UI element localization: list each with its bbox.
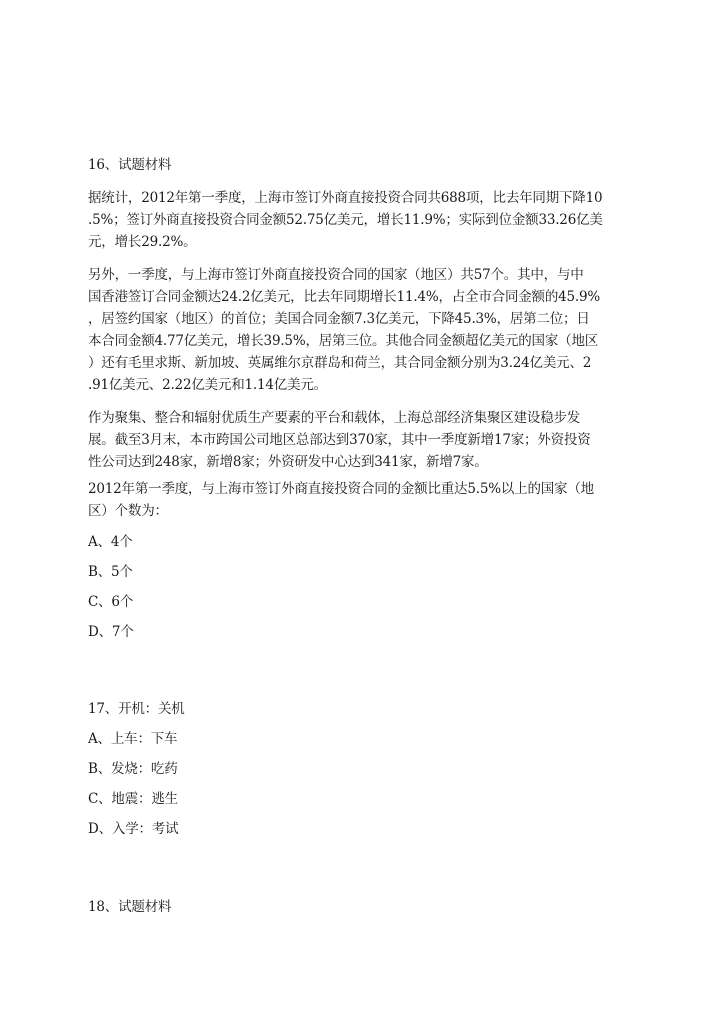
q17-option-a: A、上车：下车 [88,731,178,747]
q16-para2-line5: ）还有毛里求斯、新加坡、英属维尔京群岛和荷兰，其合同金额分别为3.24亿美元、2 [88,355,592,371]
q16-para2-line6: .91亿美元、2.22亿美元和1.14亿美元。 [88,377,327,393]
q16-para2-line4: 本合同金额4.77亿美元，增长39.5%，居第三位。其他合同金额超亿美元的国家（地区 [88,333,599,349]
q16-para1-line2: .5%；签订外商直接投资合同金额52.75亿美元，增长11.9%；实际到位金额33.26亿美 [88,212,603,228]
q16-question-line2: 区）个数为： [88,503,168,519]
q16-para1-line1: 据统计，2012年第一季度，上海市签订外商直接投资合同共688项，比去年同期下降10 [88,190,603,206]
q16-option-d: D、7个 [88,624,134,640]
q16-option-c: C、6个 [88,594,134,610]
q16-para3-line2: 展。截至3月末，本市跨国公司地区总部达到370家，其中一季度新增17家；外资投资 [88,432,591,448]
q18-title: 18、试题材料 [88,899,172,915]
q16-para2-line3: ，居签约国家（地区）的首位；美国合同金额7.3亿美元，下降45.3%，居第二位；日 [88,311,590,327]
q17-title: 17、开机：关机 [88,701,185,717]
q16-option-b: B、5个 [88,564,133,580]
q16-para2-line1: 另外，一季度，与上海市签订外商直接投资合同的国家（地区）共57个。其中，与中 [88,267,584,283]
q17-option-b: B、发烧：吃药 [88,761,178,777]
q17-option-c: C、地震：逃生 [88,791,178,807]
q16-title: 16、试题材料 [88,157,172,173]
q16-question-line1: 2012年第一季度，与上海市签订外商直接投资合同的金额比重达5.5%以上的国家（地 [88,481,594,497]
q16-para3-line1: 作为聚集、整合和辐射优质生产要素的平台和载体，上海总部经济集聚区建设稳步发 [88,410,581,426]
q16-para1-line3: 元，增长29.2%。 [88,234,197,250]
q16-para2-line2: 国香港签订合同金额达24.2亿美元，比去年同期增长11.4%，占全市合同金额的45.9% [88,289,601,305]
q16-para3-line3: 性公司达到248家，新增8家；外资研发中心达到341家，新增7家。 [88,454,488,470]
q16-option-a: A、4个 [88,534,133,550]
q17-option-d: D、入学：考试 [88,821,179,837]
